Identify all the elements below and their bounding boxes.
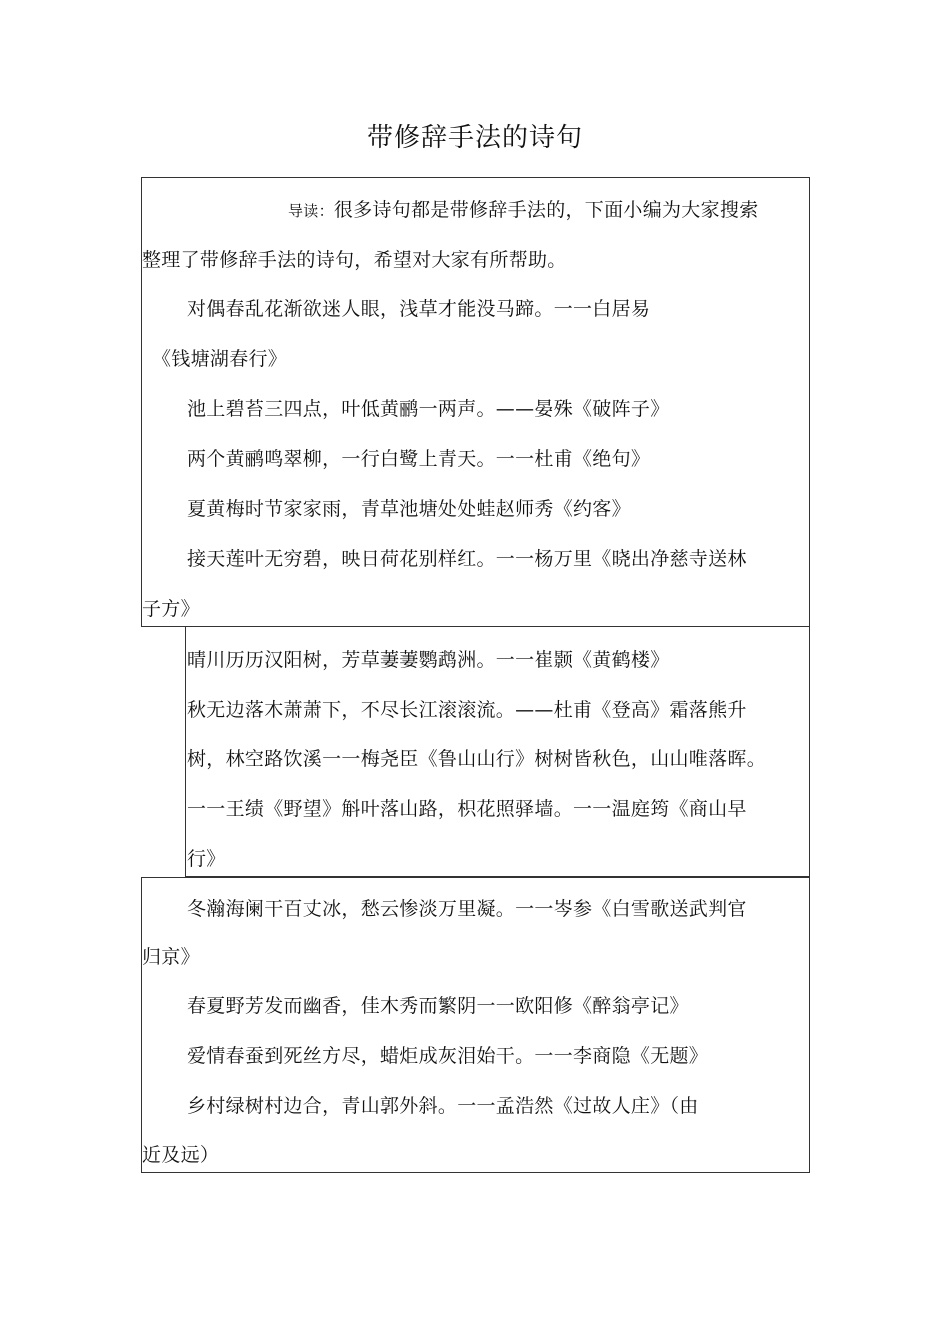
poem-line: 池上碧苔三四点，叶低黄鹂一两声。——晏殊《破阵子》 <box>187 398 670 420</box>
poem-line: 爱情春蚕到死丝方尽，蜡炬成灰泪始干。一一李商隐《无题》 <box>187 1045 709 1067</box>
poem-line: 两个黄鹂鸣翠柳，一行白鹭上青天。一一杜甫《绝句》 <box>187 448 651 470</box>
poem-line: 子方》 <box>142 598 200 620</box>
intro-text-1: 很多诗句都是带修辞手法的，下面小编为大家搜索 <box>333 199 759 221</box>
poem-line: 冬瀚海阑干百丈冰，愁云惨淡万里凝。一一岑参《白雪歌送武判官 <box>187 898 747 920</box>
page-title: 带修辞手法的诗句 <box>366 123 583 153</box>
poem-line: 归京》 <box>142 946 200 968</box>
poem-line: 接天莲叶无穷碧，映日荷花别样红。一一杨万里《晓出净慈寺送林 <box>187 548 747 570</box>
poem-line: 秋无边落木萧萧下，不尽长江滚滚流。——杜甫《登高》霜落熊升 <box>187 699 747 721</box>
poem-line: 乡村绿树村边合，青山郭外斜。一一孟浩然《过故人庄》（由 <box>187 1095 699 1117</box>
poem-line: 行》 <box>187 848 226 870</box>
poem-line: 近及远） <box>142 1144 220 1166</box>
poem-line: 晴川历历汉阳树，芳草萋萋鹦鹉洲。一一崔颢《黄鹤楼》 <box>187 649 670 671</box>
intro-label: 导读： <box>288 202 334 220</box>
poem-line: 夏黄梅时节家家雨，青草池塘处处蛙赵师秀《约客》 <box>187 498 631 520</box>
poem-line: 树，林空路饮溪一一梅尧臣《鲁山山行》树树皆秋色，山山唯落晖。 <box>187 748 767 770</box>
poem-line: 春夏野芳发而幽香，佳木秀而繁阴一一欧阳修《醉翁亭记》 <box>187 995 689 1017</box>
poem-line: 一一王绩《野望》斛叶落山路，枳花照驿墙。一一温庭筠《商山早 <box>187 798 747 820</box>
intro-paragraph-line-1 <box>288 198 759 223</box>
section-box-3 <box>141 877 810 1173</box>
poem-line: 《钱塘湖春行》 <box>152 348 288 370</box>
intro-text-2: 整理了带修辞手法的诗句，希望对大家有所帮助。 <box>142 249 567 271</box>
poem-line: 对偶春乱花渐欲迷人眼，浅草才能没马蹄。一一白居易 <box>187 298 651 320</box>
